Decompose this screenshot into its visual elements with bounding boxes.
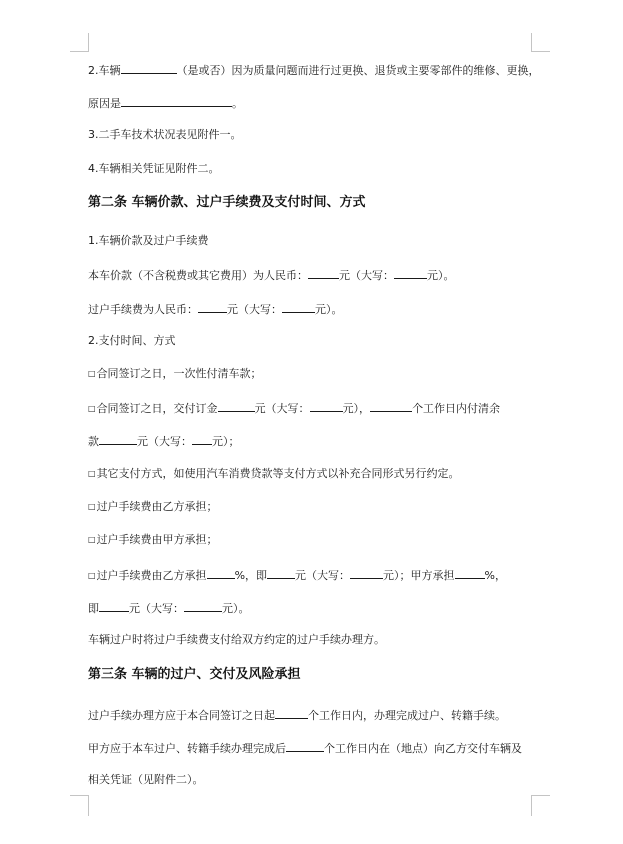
margin-corner-top-right [531, 33, 550, 52]
blank-transfer-days[interactable] [275, 706, 308, 719]
blank-seller-uppercase[interactable] [184, 599, 222, 612]
payment-option-other: □其它支付方式，如使用汽车消费贷款等支付方式以补充合同形式另行约定。 [88, 467, 460, 480]
blank-buyer-uppercase[interactable] [350, 566, 383, 579]
section-heading-article-3: 第三条 车辆的过户、交付及风险承担 [88, 667, 301, 682]
blank-fee-amount[interactable] [198, 300, 227, 313]
clause-item-2: 2.车辆 （是或否）因为质量问题而进行过更换、退货或主要零部件的维修、更换， [88, 61, 540, 79]
blank-seller-amount[interactable] [99, 599, 129, 612]
subsection-payment: 2.支付时间、方式 [88, 334, 176, 347]
blank-yes-no[interactable] [121, 61, 177, 74]
blank-reason[interactable] [121, 94, 232, 107]
delivery-docs-line: 相关凭证（见附件二）。 [88, 773, 204, 786]
transfer-deadline-line: 过户手续办理方应于本合同签订之日起 个工作日内，办理完成过户、转籍手续。 [88, 706, 506, 724]
fee-payment-note: 车辆过户时将过户手续费支付给双方约定的过户手续办理方。 [88, 633, 385, 646]
margin-corner-bottom-left [70, 795, 89, 816]
blank-seller-percent[interactable] [455, 566, 485, 579]
fee-option-seller: □过户手续费由甲方承担； [88, 533, 218, 546]
blank-buyer-percent[interactable] [207, 566, 235, 579]
vehicle-price-line: 本车价款（不含税费或其它费用）为人民币： 元（大写： 元）。 [88, 266, 455, 284]
transfer-fee-line: 过户手续费为人民币： 元（大写： 元）。 [88, 300, 343, 318]
fee-option-split: □过户手续费由乙方承担 %，即 元（大写： 元）；甲方承担 %， [88, 566, 506, 584]
payment-option-lump-sum: □合同签订之日，一次性付清车款； [88, 367, 262, 380]
fee-split-seller-amount: 即 元（大写： 元）。 [88, 599, 250, 617]
reason-line: 原因是 。 [88, 94, 243, 112]
checkbox-icon[interactable]: □ [88, 571, 96, 580]
checkbox-icon[interactable]: □ [88, 502, 96, 511]
clause-item-4: 4.车辆相关凭证见附件二。 [88, 162, 220, 175]
blank-buyer-amount[interactable] [267, 566, 295, 579]
checkbox-icon[interactable]: □ [88, 535, 96, 544]
margin-corner-top-left [70, 33, 89, 52]
blank-fee-uppercase[interactable] [282, 300, 315, 313]
blank-price-uppercase[interactable] [394, 266, 427, 279]
blank-deposit-uppercase[interactable] [310, 399, 343, 412]
payment-balance-line: 款 元（大写： 元）； [88, 432, 240, 450]
checkbox-icon[interactable]: □ [88, 469, 96, 478]
section-heading-article-2: 第二条 车辆价款、过户手续费及支付时间、方式 [88, 195, 366, 210]
blank-price-amount[interactable] [308, 266, 339, 279]
checkbox-icon[interactable]: □ [88, 369, 96, 378]
margin-corner-bottom-right [531, 795, 550, 816]
blank-delivery-days[interactable] [286, 739, 324, 752]
subsection-price-fees: 1.车辆价款及过户手续费 [88, 234, 209, 247]
blank-working-days[interactable] [370, 399, 412, 412]
blank-balance-uppercase[interactable] [192, 432, 212, 445]
fee-option-buyer: □过户手续费由乙方承担； [88, 500, 218, 513]
delivery-line: 甲方应于本车过户、转籍手续办理完成后 个工作日内在（地点）向乙方交付车辆及 [88, 739, 522, 757]
blank-deposit-amount[interactable] [218, 399, 255, 412]
payment-option-deposit: □合同签订之日，交付订金 元（大写： 元）， 个工作日内付清余 [88, 399, 500, 417]
blank-balance-amount[interactable] [99, 432, 137, 445]
clause-item-3: 3.二手车技术状况表见附件一。 [88, 128, 242, 141]
checkbox-icon[interactable]: □ [88, 404, 96, 413]
